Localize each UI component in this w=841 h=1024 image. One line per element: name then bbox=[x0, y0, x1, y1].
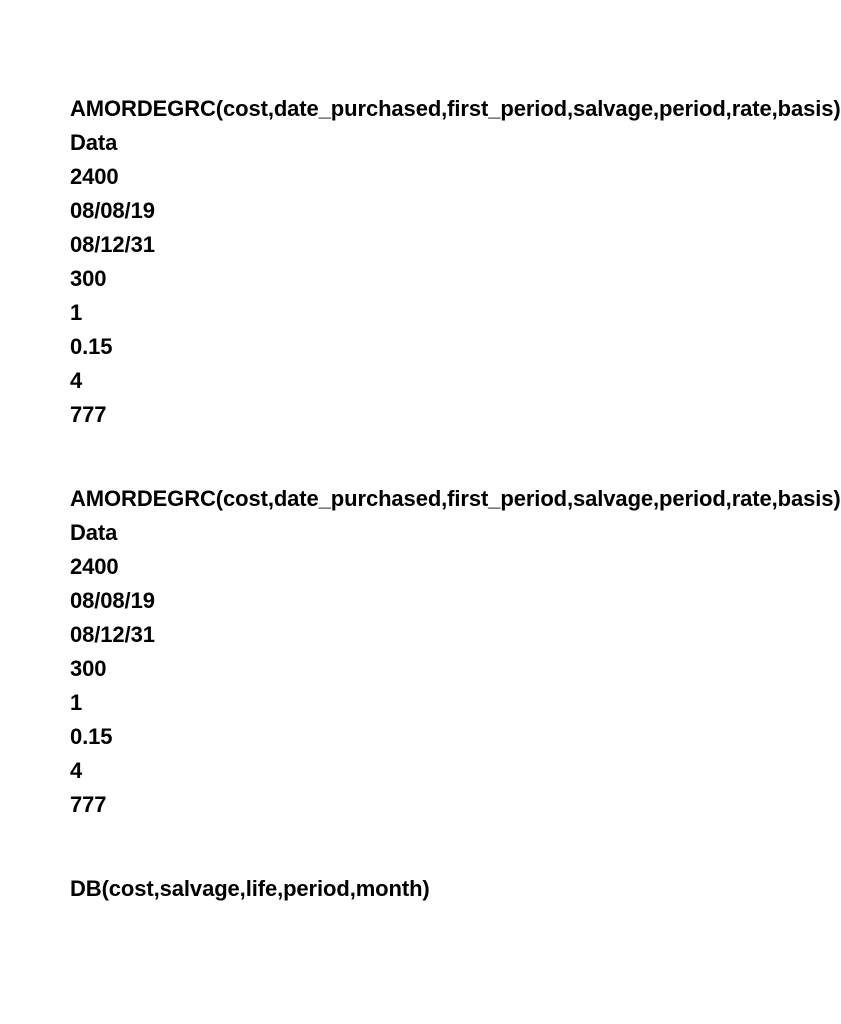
function-header: AMORDEGRC(cost,date_purchased,first_period,salvage,period,rate,basis) bbox=[70, 96, 841, 121]
function-header: DB(cost,salvage,life,period,month) bbox=[70, 876, 430, 901]
salvage-value: 300 bbox=[70, 656, 107, 681]
date-purchased-value: 08/08/19 bbox=[70, 588, 155, 613]
amordegrc-block-2 bbox=[70, 482, 841, 822]
function-header: AMORDEGRC(cost,date_purchased,first_period,salvage,period,rate,basis) bbox=[70, 486, 841, 511]
period-value: 1 bbox=[70, 300, 83, 325]
result-value: 777 bbox=[70, 792, 107, 817]
data-label: Data bbox=[70, 130, 118, 155]
salvage-value: 300 bbox=[70, 266, 107, 291]
basis-value: 4 bbox=[70, 368, 83, 393]
first-period-value: 08/12/31 bbox=[70, 232, 155, 257]
cost-value: 2400 bbox=[70, 164, 119, 189]
first-period-value: 08/12/31 bbox=[70, 622, 155, 647]
db-block bbox=[70, 872, 430, 906]
result-value: 777 bbox=[70, 402, 107, 427]
period-value: 1 bbox=[70, 690, 83, 715]
date-purchased-value: 08/08/19 bbox=[70, 198, 155, 223]
basis-value: 4 bbox=[70, 758, 83, 783]
data-label: Data bbox=[70, 520, 118, 545]
rate-value: 0.15 bbox=[70, 724, 113, 749]
cost-value: 2400 bbox=[70, 554, 119, 579]
rate-value: 0.15 bbox=[70, 334, 113, 359]
amordegrc-block-1 bbox=[70, 92, 841, 432]
